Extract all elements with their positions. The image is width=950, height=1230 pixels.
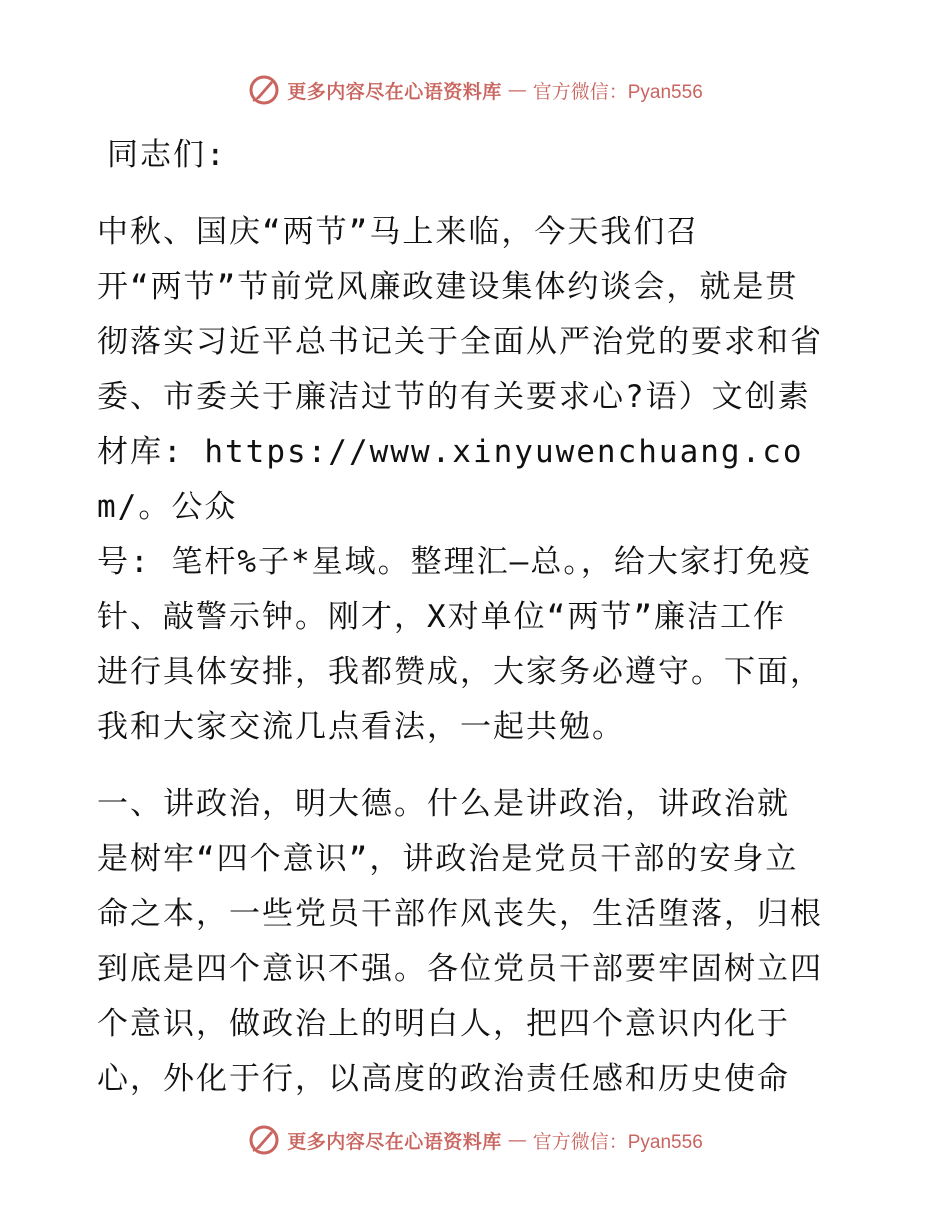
text-line: 个意识，做政治上的明白人，把四个意识内化于 <box>97 1006 790 1042</box>
quill-logo-icon <box>247 73 281 107</box>
text-line: 号: 笔杆%子*星域。整理汇—总。，给大家打免疫 <box>97 544 812 580</box>
text-line: 我和大家交流几点看法，一起共勉。 <box>97 709 625 745</box>
banner-separator: — <box>507 1129 527 1151</box>
banner-separator: — <box>507 79 527 101</box>
banner-contact: 官方微信：Pyan556 <box>532 1131 703 1153</box>
text-line: 针、敲警示钟。刚才，X对单位“两节”廉洁工作 <box>97 599 786 635</box>
text-line: 心，外化于行，以高度的政治责任感和历史使命 <box>97 1061 790 1097</box>
text-line: 是树牢“四个意识”，讲政治是党员干部的安身立 <box>97 841 799 877</box>
banner-main-text: 更多内容尽在心语资料库 <box>287 1130 502 1153</box>
paragraph-1 <box>97 205 857 755</box>
text-line: 开“两节”节前党风廉政建设集体约谈会，就是贯 <box>97 269 799 305</box>
salutation: 同志们: <box>107 137 227 173</box>
text-line: 进行具体安排，我都赞成，大家务必遵守。下面， <box>97 654 823 690</box>
text-line: 委、市委关于廉洁过节的有关要求心?语）文创素 <box>97 379 811 415</box>
banner-main-text: 更多内容尽在心语资料库 <box>287 80 502 103</box>
text-line: 到底是四个意识不强。各位党员干部要牢固树立四 <box>97 951 823 987</box>
footer-banner <box>0 1120 950 1160</box>
banner-contact: 官方微信：Pyan556 <box>532 81 703 103</box>
document-body <box>97 120 857 1107</box>
text-line: 中秋、国庆“两节”马上来临，今天我们召 <box>97 214 700 250</box>
header-banner <box>0 70 950 110</box>
text-line: 彻落实习近平总书记关于全面从严治党的要求和省 <box>97 324 823 360</box>
text-line: 命之本，一些党员干部作风丧失，生活堕落，归根 <box>97 896 823 932</box>
paragraph-2 <box>97 777 857 1107</box>
quill-logo-icon <box>247 1123 281 1157</box>
text-line: 材库: https://www.xinyuwenchuang.com/。公众 <box>97 434 804 525</box>
text-line: 一、讲政治，明大德。什么是讲政治，讲政治就 <box>97 786 790 822</box>
